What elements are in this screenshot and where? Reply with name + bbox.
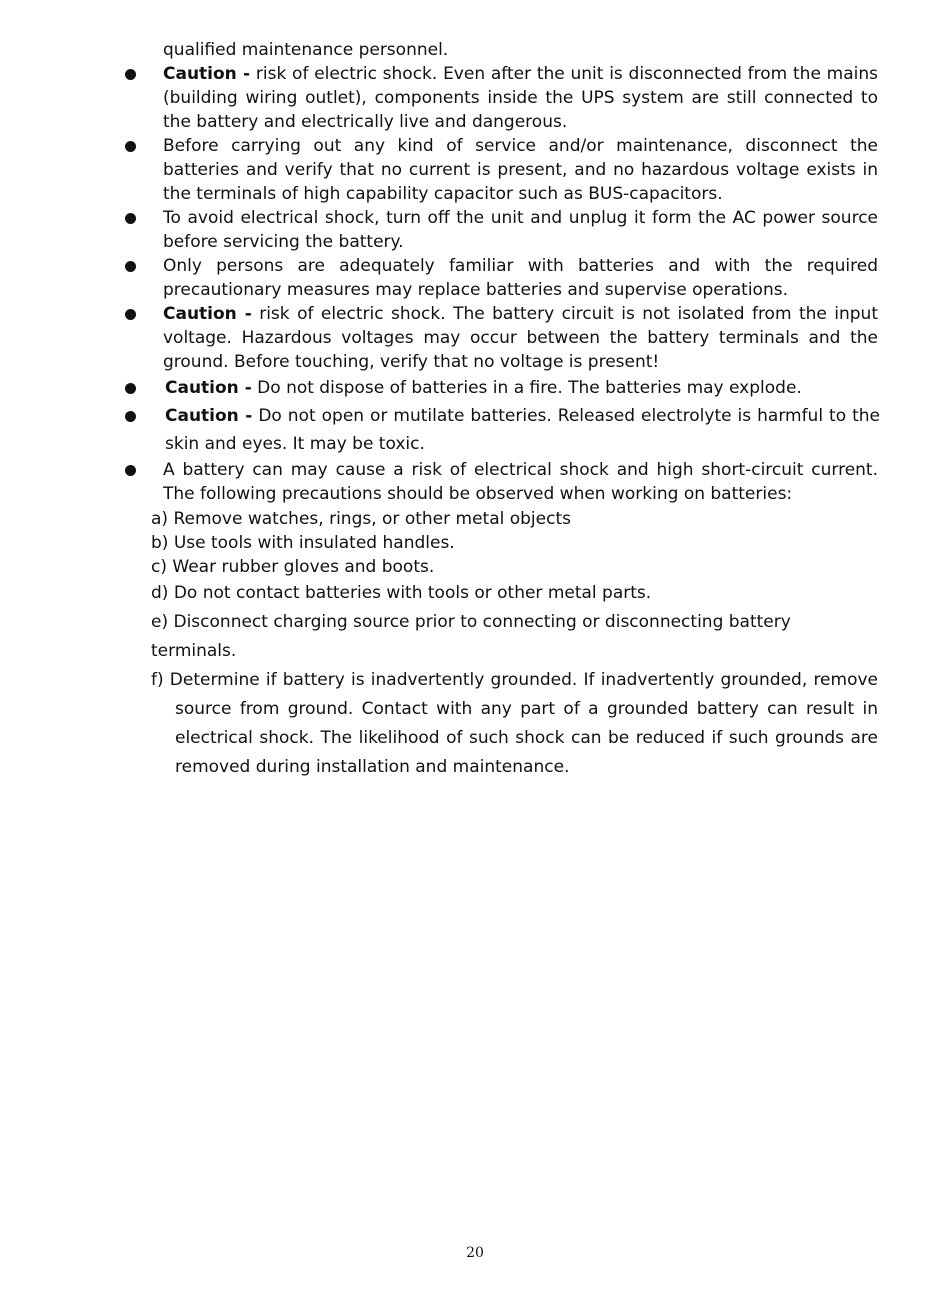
safety-bullet-list bbox=[0, 62, 950, 506]
bullet-item bbox=[0, 402, 950, 458]
bullet-body: To avoid electrical shock, turn off the unit and unplug it form the AC power source before servicing the battery. bbox=[163, 208, 878, 252]
bullet-item bbox=[0, 374, 950, 402]
precaution-item: a) Remove watches, rings, or other metal objects bbox=[151, 509, 571, 529]
precaution-item: d) Do not contact batteries with tools or other metal parts. bbox=[151, 583, 652, 603]
bullet-item bbox=[0, 134, 950, 206]
bullet-lead: Caution - bbox=[165, 378, 252, 398]
precaution-list bbox=[0, 507, 950, 782]
bullet-dot-icon bbox=[125, 411, 136, 422]
bullet-text bbox=[165, 374, 880, 402]
continuation-text: qualified maintenance personnel. bbox=[163, 40, 449, 60]
bullet-body: Do not dispose of batteries in a fire. The batteries may explode. bbox=[251, 378, 802, 398]
bullet-text bbox=[163, 302, 878, 374]
precaution-item: c) Wear rubber gloves and boots. bbox=[151, 557, 435, 577]
bullet-body: risk of electric shock. Even after the unit is disconnected from the mains (building wiring outlet), components inside the UPS system are still connected to the battery and electrically live and dangerous. bbox=[163, 64, 878, 132]
bullet-item bbox=[0, 62, 950, 134]
bullet-body: Do not open or mutilate batteries. Released electrolyte is harmful to the skin and eyes. It may be toxic. bbox=[165, 406, 880, 454]
bullet-text bbox=[163, 62, 878, 134]
page-number: 20 bbox=[466, 1245, 484, 1261]
bullet-text bbox=[163, 206, 878, 254]
bullet-item bbox=[0, 458, 950, 506]
bullet-lead: Caution - bbox=[165, 406, 253, 426]
precaution-item: e) Disconnect charging source prior to connecting or disconnecting battery terminals. bbox=[151, 612, 791, 661]
bullet-lead: Caution - bbox=[163, 304, 252, 324]
bullet-body: risk of electric shock. The battery circuit is not isolated from the input voltage. Hazardous voltages may occur between the battery terminals and the ground. Before touching, verify that no voltage is present! bbox=[163, 304, 878, 372]
bullet-dot-icon bbox=[125, 261, 136, 272]
bullet-dot-icon bbox=[125, 465, 136, 476]
bullet-item bbox=[0, 206, 950, 254]
bullet-text bbox=[165, 402, 880, 458]
bullet-dot-icon bbox=[125, 69, 136, 80]
bullet-item bbox=[0, 254, 950, 302]
bullet-text bbox=[163, 458, 878, 506]
bullet-dot-icon bbox=[125, 213, 136, 224]
bullet-dot-icon bbox=[125, 141, 136, 152]
bullet-body: Only persons are adequately familiar with batteries and with the required precautionary measures may replace batteries and supervise operations. bbox=[163, 256, 878, 300]
precaution-item: f) Determine if battery is inadvertently grounded. If inadvertently grounded, remove source from ground. Contact with any part of a grounded battery can result in electrical shock. The likelihood of such shock can be reduced if such grounds are removed during installation and maintenance. bbox=[151, 670, 878, 777]
bullet-dot-icon bbox=[125, 383, 136, 394]
precaution-item: b) Use tools with insulated handles. bbox=[151, 533, 455, 553]
bullet-text bbox=[163, 134, 878, 206]
bullet-body: Before carrying out any kind of service and/or maintenance, disconnect the batteries and verify that no current is present, and no hazardous voltage exists in the terminals of high capability capacitor such as BUS-capacitors. bbox=[163, 136, 878, 204]
bullet-lead: Caution - bbox=[163, 64, 251, 84]
bullet-dot-icon bbox=[125, 309, 136, 320]
bullet-body: A battery can may cause a risk of electrical shock and high short-circuit current. The following precautions should be observed when working on batteries: bbox=[163, 460, 878, 504]
bullet-text bbox=[163, 254, 878, 302]
bullet-item bbox=[0, 302, 950, 374]
